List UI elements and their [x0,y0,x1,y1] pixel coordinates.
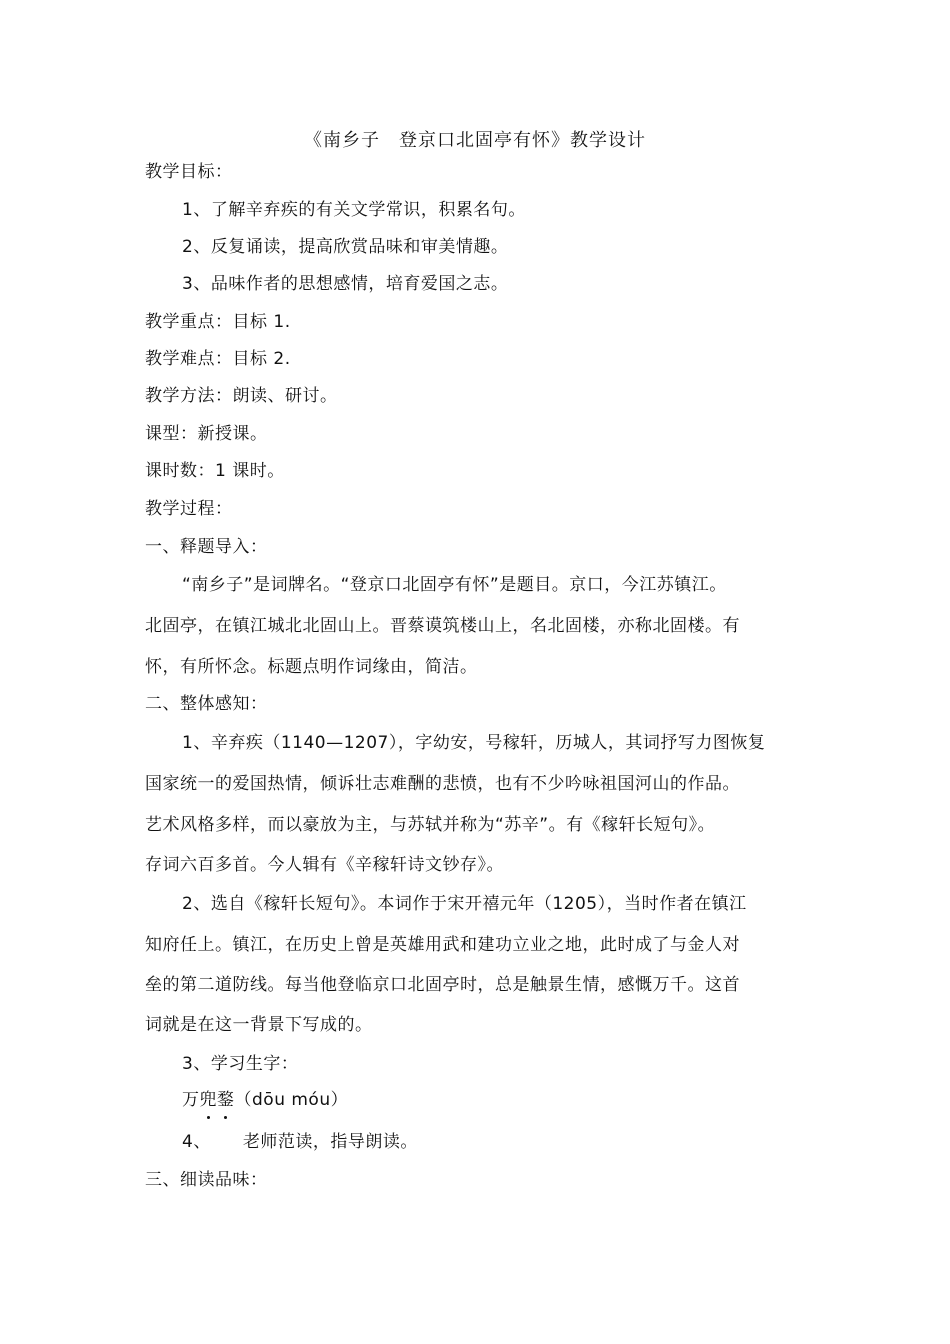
vocab-prefix: 万 [182,1090,200,1110]
section-2-para-2-line-3: 垒的第二道防线。每当他登临京口北固亭时，总是触景生情，感慨万千。这首 [145,975,740,995]
section-2-para-2-line-2: 知府任上。镇江，在历史上曾是英雄用武和建功立业之地，此时成了与金人对 [145,935,740,955]
key-point: 教学重点：目标 1. [145,312,291,332]
section-1-heading: 一、释题导入： [145,537,268,557]
section-2-para-4 [182,1130,418,1154]
section-3-heading: 三、细读品味： [145,1170,268,1190]
difficulty: 教学难点：目标 2. [145,349,291,369]
goal-item-3: 3、品味作者的思想感情，培育爱国之志。 [182,274,509,294]
section-1-line-2: 北固亭，在镇江城北北固山上。晋蔡谟筑楼山上，名北固楼，亦称北固楼。有 [145,616,740,636]
section-2-para-1-line-2: 国家统一的爱国热情，倾诉壮志难酬的悲愤，也有不少吟咏祖国河山的作品。 [145,774,740,794]
teaching-method: 教学方法：朗读、研讨。 [145,386,338,406]
vocab-char-1: 兜 [199,1090,217,1110]
section-1-line-1: “南乡子”是词牌名。“登京口北固亭有怀”是题目。京口，今江苏镇江。 [182,575,727,595]
para-4-number: 4、 [182,1132,211,1152]
process-heading: 教学过程： [145,499,233,519]
vocab-line [182,1088,348,1112]
vocab-char-2: 鍪 [217,1090,235,1110]
section-2-heading: 二、整体感知： [145,694,268,714]
vocab-pinyin: （dōu móu） [234,1090,349,1110]
section-2-para-1-line-1: 1、辛弃疾（1140—1207），字幼安，号稼轩，历城人，其词抒写力图恢复 [182,733,766,753]
document-title: 《南乡子 登京口北固亭有怀》教学设计 [304,130,646,151]
section-1-line-3: 怀，有所怀念。标题点明作词缘由，简洁。 [145,657,478,677]
section-2-para-1-line-3: 艺术风格多样，而以豪放为主，与苏轼并称为“苏辛”。有《稼轩长短句》。 [145,815,716,835]
goal-item-1: 1、了解辛弃疾的有关文学常识，积累名句。 [182,200,526,220]
section-2-para-1-line-4: 存词六百多首。今人辑有《辛稼轩诗文钞存》。 [145,855,504,875]
section-2-para-2-line-4: 词就是在这一背景下写成的。 [145,1015,373,1035]
goal-item-2: 2、反复诵读，提高欣赏品味和审美情趣。 [182,237,509,257]
lesson-type: 课型：新授课。 [145,424,268,444]
section-2-para-2-line-1: 2、选自《稼轩长短句》。本词作于宋开禧元年（1205），当时作者在镇江 [182,894,747,914]
lesson-hours: 课时数：1 课时。 [145,461,285,481]
para-4-text: 老师范读，指导朗读。 [242,1132,418,1152]
goals-heading: 教学目标： [145,162,233,182]
section-2-para-3: 3、学习生字： [182,1054,299,1074]
